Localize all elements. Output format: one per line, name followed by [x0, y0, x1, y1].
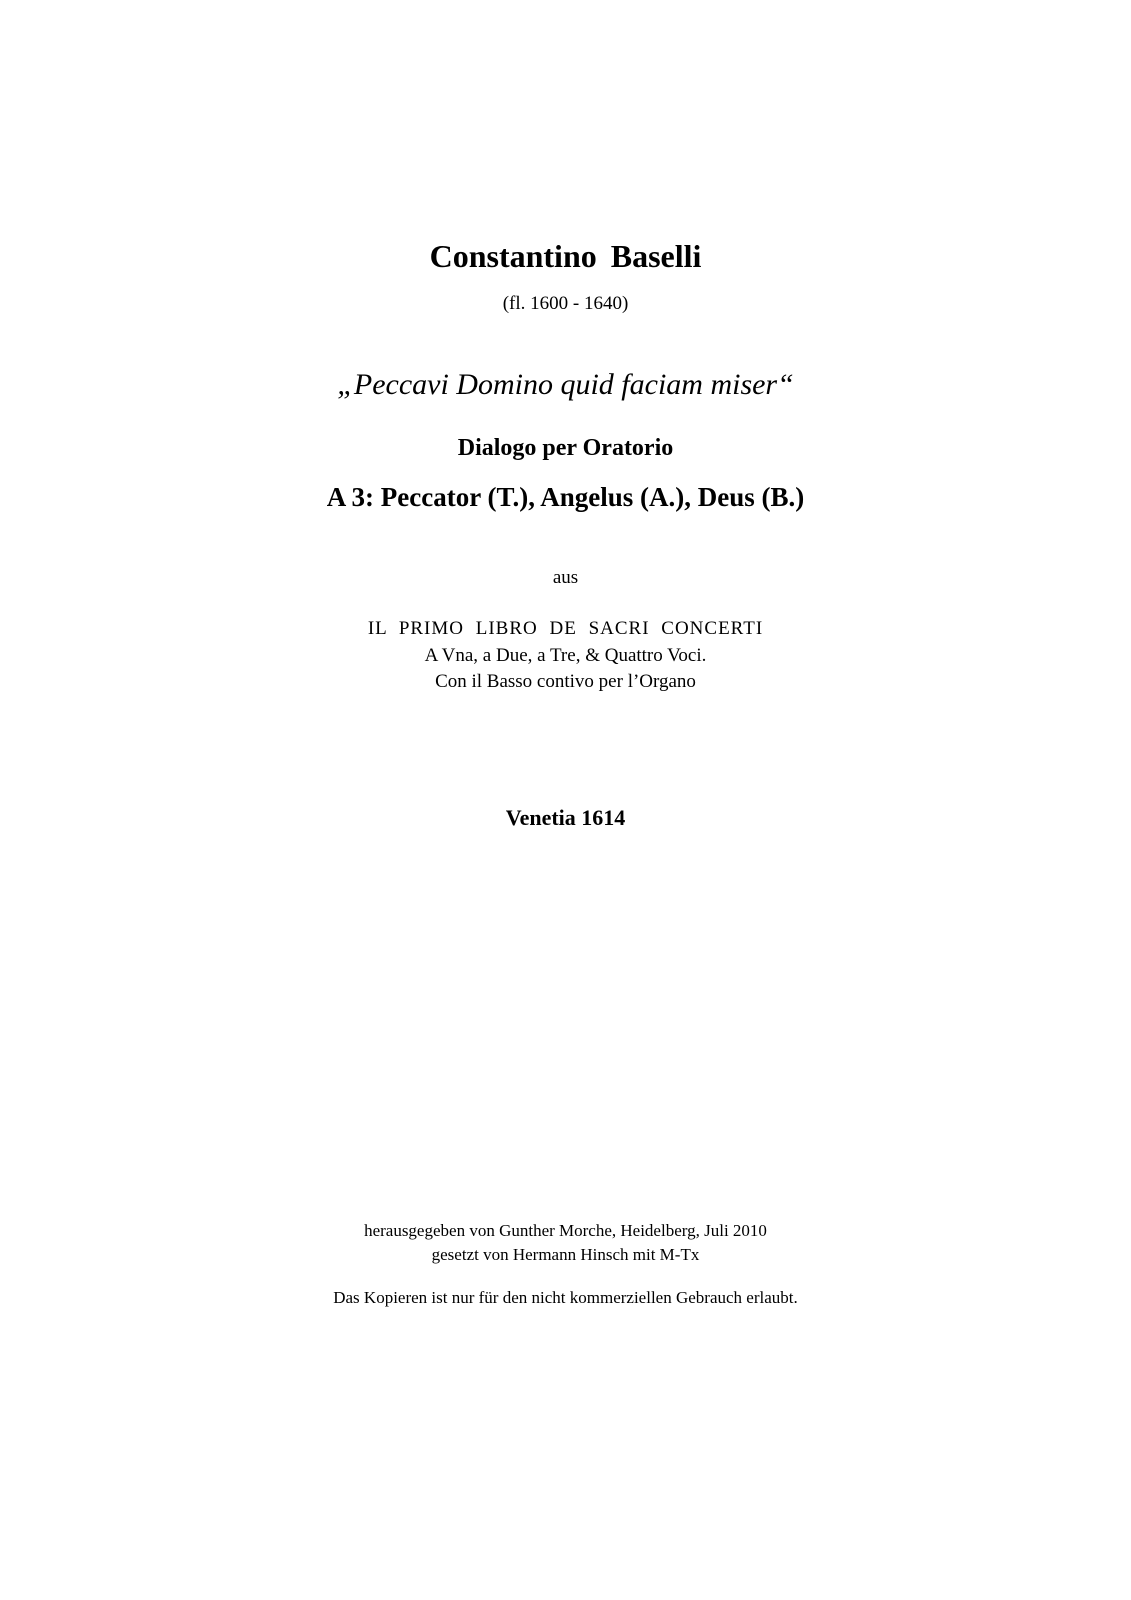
- source-title-line2: A Vna, a Due, a Tre, & Quattro Voci.: [424, 645, 707, 666]
- editor-line: herausgegeben von Gunther Morche, Heidelberg, Juli 2010: [364, 1221, 767, 1240]
- composer-name: Constantino Baselli: [429, 238, 702, 274]
- typesetter-line: gesetzt von Hermann Hinsch mit M-Tx: [431, 1245, 700, 1264]
- work-title: „Peccavi Domino quid faciam miser“: [337, 368, 794, 401]
- source-title-line1: IL PRIMO LIBRO DE SACRI CONCERTI: [367, 618, 764, 639]
- source-intro: aus: [552, 567, 579, 588]
- composer-dates: (fl. 1600 - 1640): [502, 293, 629, 314]
- source-place-year: Venetia 1614: [505, 805, 626, 830]
- copy-notice: Das Kopieren ist nur für den nicht kommerziellen Gebrauch erlaubt.: [333, 1288, 798, 1307]
- work-voices: A 3: Peccator (T.), Angelus (A.), Deus (B.): [326, 482, 805, 512]
- work-genre: Dialogo per Oratorio: [457, 435, 674, 461]
- source-title-line3: Con il Basso contivo per l’Organo: [435, 671, 696, 692]
